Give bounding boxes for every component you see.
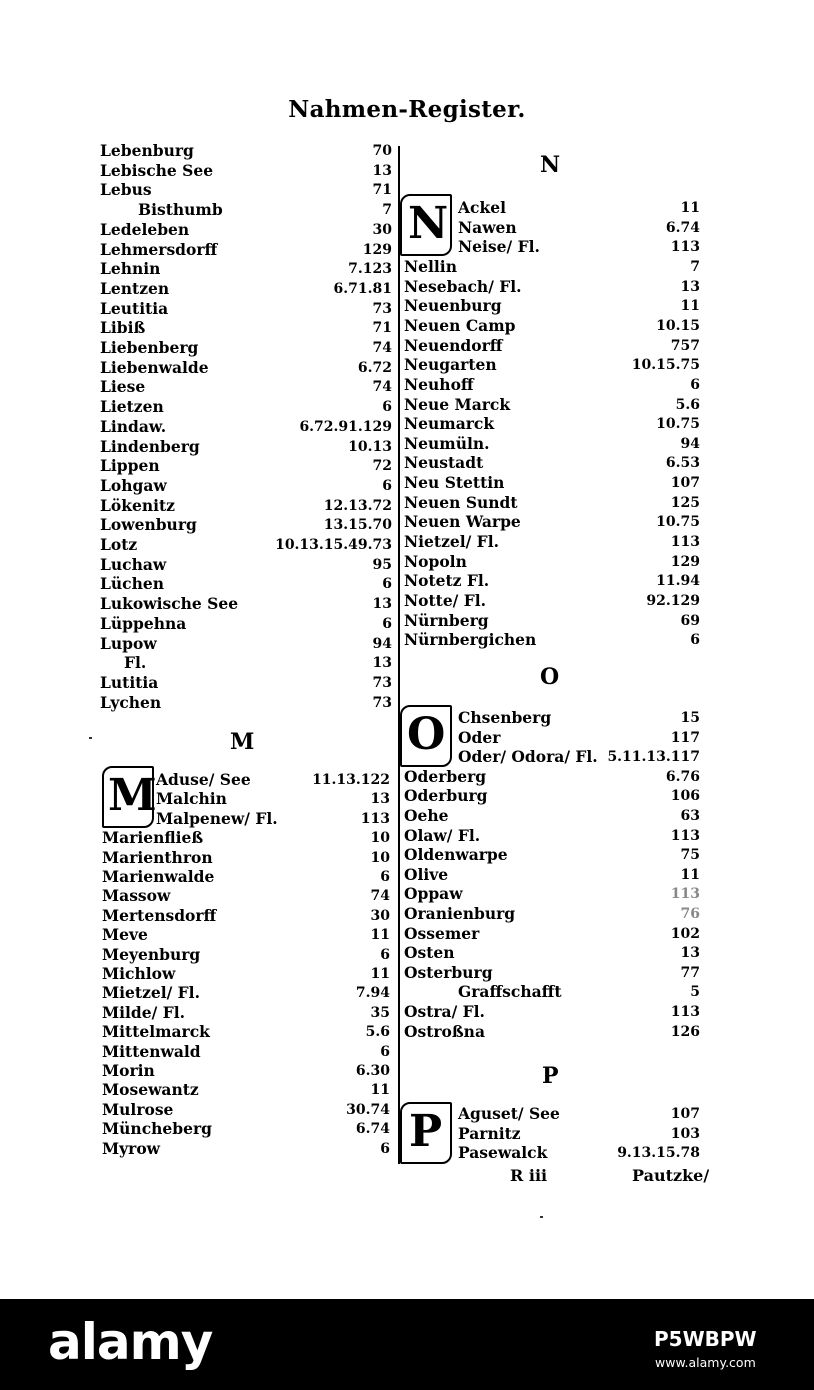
entry-name: Leutitia (100, 298, 169, 318)
entry-name: Meve (102, 925, 148, 945)
entry-name: Liebenberg (100, 338, 199, 357)
entry-name: Oppaw (404, 884, 463, 904)
entry-page-number: 113 (360, 810, 390, 827)
entry-page-number: 6 (380, 1140, 390, 1157)
register-entry (0, 904, 814, 924)
entry-page-number: 13 (370, 791, 390, 808)
register-entry (0, 924, 814, 944)
entry-name: Neue Marck (404, 394, 511, 414)
entry-page-number: 6 (690, 632, 700, 649)
entry-page-number: 92.129 (646, 593, 700, 609)
register-entry (0, 1124, 814, 1144)
entry-page-number: 6 (690, 376, 700, 393)
entry-name: Neugarten (404, 355, 497, 375)
entry-page-number: 6.72.91.129 (299, 418, 392, 435)
decorated-initial-o: O (400, 705, 452, 767)
entry-name: Neustadt (404, 453, 484, 473)
entry-page-number: 113 (670, 239, 700, 256)
entry-name: Nietzel/ Fl. (404, 532, 499, 552)
entry-name: Oderburg (404, 786, 488, 806)
register-entry (0, 257, 814, 277)
register-entry (0, 237, 814, 257)
entry-name: Ossemer (404, 923, 480, 943)
entry-name: Oldenwarpe (404, 845, 508, 865)
entry-name: Neise/ Fl. (458, 237, 540, 257)
entry-page-number: 10.75 (656, 514, 700, 531)
entry-name: Olive (404, 864, 449, 884)
decorated-initial-p: P (400, 1102, 452, 1164)
register-entry (0, 1022, 814, 1042)
entry-name: Bisthumb (138, 200, 223, 220)
register-entry (0, 473, 814, 493)
entry-name: Osten (404, 943, 455, 963)
register-entry (0, 728, 814, 748)
register-entry (0, 296, 814, 316)
entry-name: Liese (100, 377, 146, 397)
entry-page-number: 94 (680, 435, 700, 452)
entry-name: Oranienburg (404, 904, 516, 923)
entry-page-number: 113 (670, 827, 700, 844)
entry-name: Nesebach/ Fl. (404, 276, 522, 296)
register-entry (0, 591, 814, 611)
entry-page-number: 7.94 (355, 985, 390, 1002)
entry-page-number: 70 (372, 143, 392, 159)
register-entry (0, 161, 814, 181)
entry-page-number: 72 (372, 458, 392, 475)
entry-page-number: 71 (372, 320, 392, 337)
entry-page-number: 113 (670, 886, 700, 903)
entry-name: Malchin (156, 789, 227, 809)
image-code: P5WBPW (654, 1327, 757, 1351)
entry-name: Graffschafft (458, 982, 562, 1002)
page-title: Nahmen-Register. (288, 96, 526, 123)
entry-page-number: 103 (670, 1125, 700, 1142)
entry-page-number: 5.11.13.117 (607, 749, 700, 766)
entry-name: Lindenberg (100, 436, 200, 456)
entry-name: Mulrose (102, 1099, 174, 1119)
register-entry (0, 571, 814, 591)
entry-name: Ostra/ Fl. (404, 1002, 485, 1021)
register-entry (0, 1061, 814, 1081)
entry-name: Mosewantz (102, 1080, 199, 1100)
entry-page-number: 10.75 (656, 416, 700, 433)
entry-name: Lippen (100, 456, 160, 476)
entry-name: Massow (102, 886, 171, 906)
entry-page-number: 129 (670, 553, 700, 570)
entry-name: Mietzel/ Fl. (102, 983, 200, 1003)
entry-page-number: 6.71.81 (333, 280, 392, 297)
entry-page-number: 107 (670, 1106, 700, 1122)
register-entry (0, 806, 814, 826)
entry-page-number: 126 (670, 1023, 700, 1040)
entry-name: Neuendorff (404, 335, 503, 355)
entry-name: Ledeleben (100, 219, 190, 239)
entry-page-number: 77 (680, 964, 700, 981)
decorated-initial-m: M (102, 766, 154, 828)
entry-page-number: 10.13 (348, 438, 392, 455)
entry-name: Neumüln. (404, 433, 490, 453)
entry-name: Lohgaw (100, 475, 167, 495)
entry-page-number: 125 (670, 494, 700, 511)
entry-page-number: 6.72 (357, 359, 392, 376)
entry-page-number: 6 (382, 477, 392, 494)
register-entry (0, 375, 814, 395)
entry-page-number: 129 (362, 241, 392, 258)
entry-name: Lentzen (100, 278, 170, 298)
entry-name: Oderberg (404, 766, 487, 786)
entry-page-number: 76 (680, 906, 700, 922)
entry-name: Luchaw (100, 554, 167, 574)
register-entry (0, 316, 814, 336)
entry-page-number: 13 (372, 596, 392, 613)
entry-name: Nopoln (404, 551, 467, 571)
register-entry (0, 218, 814, 238)
entry-name: Neuhoff (404, 374, 474, 394)
entry-page-number: 63 (680, 808, 700, 824)
register-entry (0, 845, 814, 865)
entry-page-number: 6.53 (665, 455, 700, 472)
entry-name: Neuen Warpe (404, 512, 521, 532)
entry-name: Lebenburg (100, 141, 194, 160)
entry-name: Meyenburg (102, 944, 201, 964)
entry-name: Müncheberg (102, 1119, 212, 1139)
register-entry (0, 982, 814, 1002)
entry-page-number: 11 (680, 200, 700, 216)
register-entry (0, 884, 814, 904)
register-entry (0, 786, 814, 806)
entry-page-number: 94 (372, 635, 392, 652)
entry-name: Lüchen (100, 574, 165, 594)
entry-page-number: 6 (382, 399, 392, 416)
register-entry (0, 1104, 814, 1124)
entry-page-number: 10.15.75 (631, 357, 700, 374)
entry-page-number: 7.123 (348, 261, 392, 278)
entry-name: Lotz (100, 535, 138, 554)
entry-page-number: 10.13.15.49.73 (275, 537, 392, 553)
entry-page-number: 5.6 (675, 396, 700, 413)
entry-page-number: 74 (372, 379, 392, 396)
entry-page-number: 10 (370, 849, 390, 866)
catchword-signature: R iii (510, 1166, 548, 1185)
register-entry (0, 552, 814, 572)
register-entry (0, 355, 814, 375)
entry-page-number: 75 (680, 847, 700, 864)
entry-name: Oder (458, 727, 501, 747)
entry-page-number: 6.74 (665, 219, 700, 236)
entry-page-number: 30 (370, 907, 390, 924)
entry-name: Marienfließ (102, 828, 204, 848)
register-entry (0, 493, 814, 513)
entry-page-number: 73 (372, 694, 392, 711)
register-entry (0, 963, 814, 983)
register-entry (0, 708, 814, 728)
entry-name: Lychen (100, 692, 162, 712)
section-letter-m: M (230, 729, 255, 755)
entry-name: Lehnin (100, 259, 161, 279)
decorated-initial-n: N (400, 194, 452, 256)
entry-name: Mittelmarck (102, 1022, 210, 1042)
entry-name: Lehmersdorff (100, 239, 218, 259)
entry-page-number: 11 (680, 866, 700, 883)
register-entry (0, 141, 814, 161)
entry-page-number: 11 (370, 1082, 390, 1099)
register-entry (0, 1143, 814, 1163)
entry-name: Lökenitz (100, 495, 175, 515)
entry-name: Lüppehna (100, 613, 187, 633)
entry-name: Morin (102, 1061, 155, 1080)
entry-name: Neuenburg (404, 296, 502, 316)
entry-page-number: 11 (370, 966, 390, 982)
entry-name: Lupow (100, 633, 157, 653)
speck-mark (89, 737, 92, 739)
entry-page-number: 10.15 (656, 317, 700, 334)
stock-banner (0, 1299, 814, 1390)
register-entry (0, 512, 814, 532)
register-entry (0, 336, 814, 356)
entry-name: Neu Stettin (404, 473, 505, 493)
entry-page-number: 113 (670, 1004, 700, 1020)
entry-page-number: 69 (680, 612, 700, 629)
entry-name: Liebenwalde (100, 357, 209, 377)
entry-page-number: 11.13.122 (312, 772, 390, 788)
entry-page-number: 113 (670, 534, 700, 551)
entry-page-number: 12.13.72 (323, 497, 392, 514)
entry-name: Nawen (458, 217, 517, 237)
speck-mark (540, 1216, 543, 1218)
entry-name: Malpenew/ Fl. (156, 808, 278, 828)
entry-name: Pasewalck (458, 1143, 548, 1162)
catchword-next: Pautzke/ (632, 1166, 710, 1185)
entry-name: Mertensdorff (102, 905, 217, 925)
entry-name: Marienthron (102, 847, 213, 867)
entry-name: Milde/ Fl. (102, 1002, 185, 1022)
register-entry (0, 943, 814, 963)
register-entry (0, 453, 814, 473)
register-entry (0, 611, 814, 631)
entry-page-number: 74 (372, 340, 392, 356)
entry-name: Ackel (458, 198, 506, 217)
entry-page-number: 13 (680, 278, 700, 295)
entry-page-number: 30 (372, 221, 392, 238)
register-entry (0, 434, 814, 454)
register-entry (0, 767, 814, 787)
entry-name: Notetz Fl. (404, 571, 490, 591)
entry-name: Lindaw. (100, 416, 167, 436)
entry-page-number: 6.76 (665, 768, 700, 785)
entry-name: Oder/ Odora/ Fl. (458, 747, 598, 767)
entry-name: Marienwalde (102, 867, 215, 886)
entry-name: Chsenberg (458, 708, 552, 727)
register-entry (0, 198, 814, 218)
register-entry (0, 653, 814, 673)
register-entry (0, 1042, 814, 1062)
entry-page-number: 6 (380, 1043, 390, 1060)
entry-page-number: 5.6 (365, 1024, 390, 1041)
entry-name: Fl. (124, 653, 147, 673)
entry-name: Nellin (404, 256, 457, 276)
entry-page-number: 11 (680, 298, 700, 315)
entry-name: Notte/ Fl. (404, 591, 487, 610)
entry-page-number: 73 (372, 674, 392, 691)
entry-name: Neuen Camp (404, 315, 516, 335)
entry-page-number: 9.13.15.78 (617, 1145, 700, 1161)
entry-page-number: 757 (670, 337, 700, 354)
entry-page-number: 6 (380, 869, 390, 885)
alamy-logo: alamy (48, 1313, 213, 1371)
entry-name: Lebus (100, 180, 152, 200)
register-entry (0, 395, 814, 415)
section-letter-p: P (542, 1063, 559, 1089)
entry-page-number: 5 (690, 984, 700, 1001)
register-entry (0, 865, 814, 885)
entry-name: Olaw/ Fl. (404, 825, 481, 845)
entry-page-number: 106 (670, 788, 700, 805)
entry-name: Osterburg (404, 962, 493, 982)
entry-page-number: 6 (382, 615, 392, 632)
section-letter-n: N (540, 152, 561, 178)
entry-name: Lebische See (100, 160, 214, 180)
entry-page-number: 7 (690, 258, 700, 275)
entry-name: Parnitz (458, 1123, 521, 1143)
entry-page-number: 95 (372, 556, 392, 573)
entry-page-number: 15 (680, 710, 700, 726)
entry-page-number: 117 (670, 729, 700, 746)
entry-page-number: 35 (370, 1004, 390, 1021)
entry-page-number: 13 (372, 655, 392, 672)
register-entry (0, 1080, 814, 1100)
register-entry (0, 630, 814, 650)
entry-name: Lukowische See (100, 594, 239, 614)
register-entry (0, 673, 814, 693)
register-entry (0, 747, 814, 767)
entry-name: Oehe (404, 806, 449, 825)
entry-name: Lietzen (100, 397, 164, 417)
entry-page-number: 13 (680, 945, 700, 962)
entry-name: Mittenwald (102, 1041, 201, 1061)
entry-page-number: 13.15.70 (323, 517, 392, 534)
entry-name: Neuen Sundt (404, 492, 518, 512)
entry-name: Neumarck (404, 414, 495, 434)
register-entry (0, 414, 814, 434)
entry-page-number: 7 (382, 202, 392, 219)
entry-page-number: 13 (372, 162, 392, 179)
entry-page-number: 71 (372, 182, 392, 199)
entry-name: Nürnberg (404, 610, 489, 630)
entry-name: Myrow (102, 1138, 161, 1158)
entry-name: Lutitia (100, 672, 159, 692)
stock-url: www.alamy.com (655, 1355, 756, 1370)
section-letter-o: O (540, 664, 560, 690)
entry-name: Aguset/ See (458, 1104, 560, 1123)
entry-page-number: 74 (370, 888, 390, 905)
entry-name: Libiß (100, 318, 146, 338)
entry-page-number: 11.94 (656, 573, 700, 590)
register-entry (0, 277, 814, 297)
entry-name: Nürnbergichen (404, 630, 537, 650)
register-entry (0, 826, 814, 846)
entry-page-number: 6.30 (355, 1063, 390, 1079)
entry-page-number: 10 (370, 830, 390, 847)
entry-page-number: 107 (670, 475, 700, 492)
entry-page-number: 11 (370, 927, 390, 944)
register-entry (0, 1002, 814, 1022)
entry-name: Lowenburg (100, 515, 197, 535)
entry-name: Ostroßna (404, 1021, 485, 1041)
entry-name: Michlow (102, 964, 176, 983)
entry-page-number: 6 (380, 946, 390, 963)
entry-page-number: 73 (372, 300, 392, 317)
register-entry (0, 532, 814, 552)
entry-page-number: 6.74 (355, 1121, 390, 1138)
entry-page-number: 6 (382, 576, 392, 593)
entry-name: Aduse/ See (156, 770, 251, 789)
entry-page-number: 102 (670, 925, 700, 942)
entry-page-number: 30.74 (346, 1101, 390, 1118)
